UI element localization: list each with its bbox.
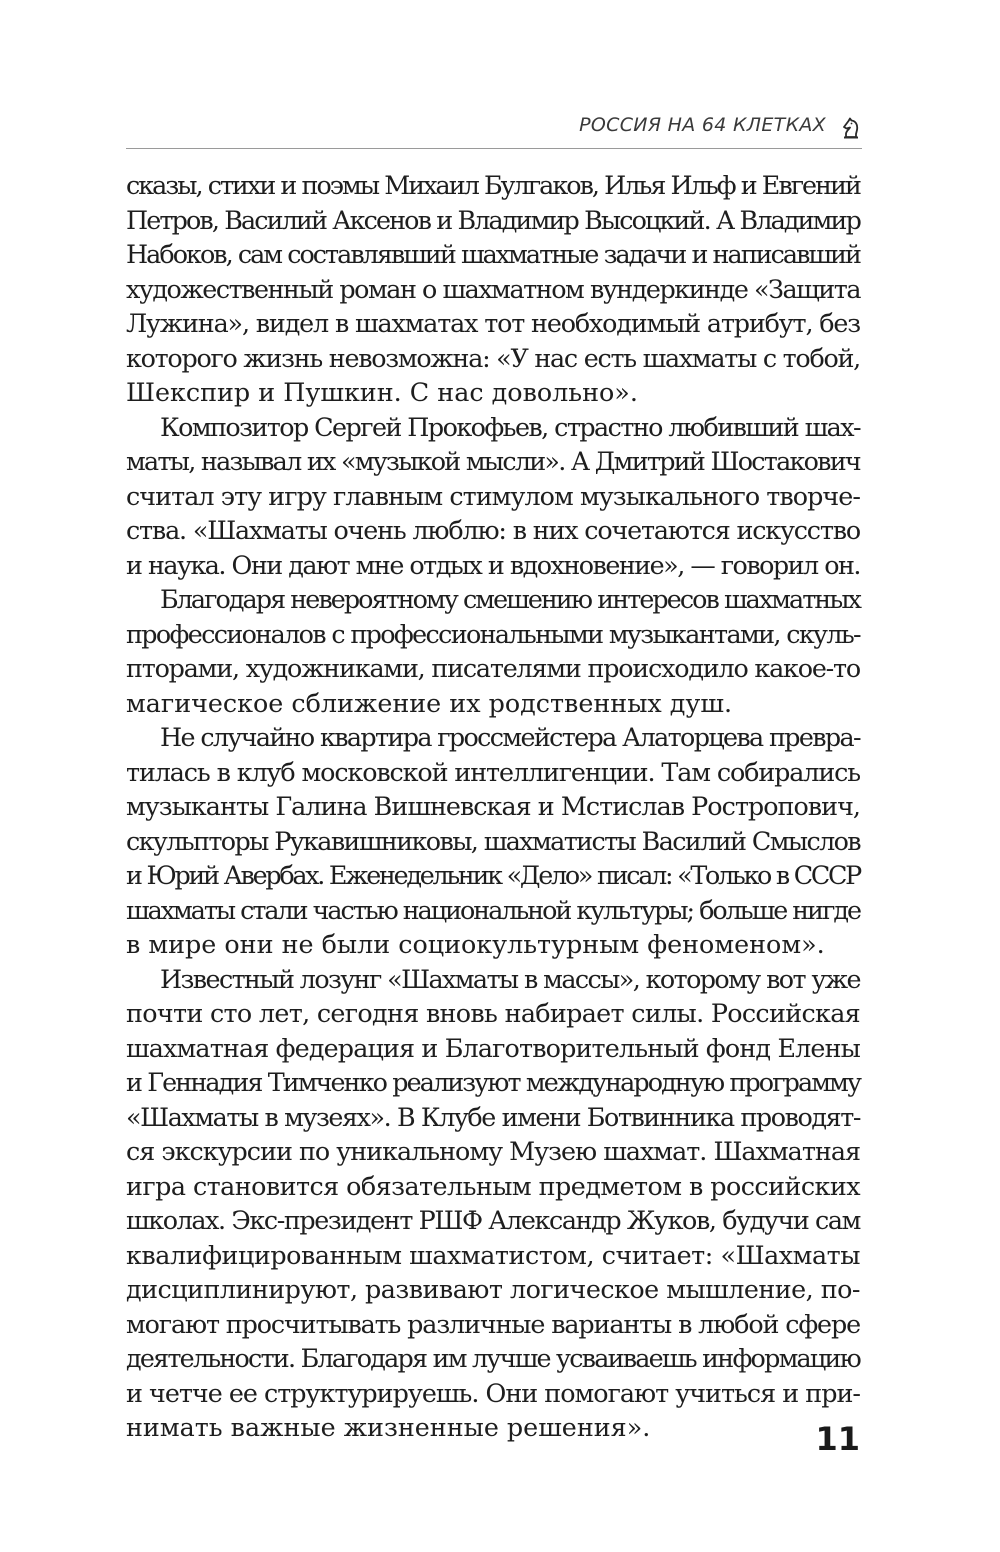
text-line: и наука. Они дают мне отдых и вдохновение», — говорил он.	[126, 549, 860, 580]
text-line: пторами, художниками, писателями происходило какое-то	[126, 653, 860, 683]
text-line: почти сто лет, сегодня вновь набирает силы. Российская	[126, 998, 861, 1028]
text-line: маты, называл их «музыкой мысли». А Дмитрий Шостакович	[126, 446, 860, 476]
body-text	[126, 168, 860, 1445]
paragraph	[126, 168, 860, 410]
text-line: «Шахматы в музеях». В Клубе имени Ботвинника проводят-	[126, 1101, 860, 1132]
text-line: ства. «Шахматы очень люблю: в них сочетаются искусство	[126, 515, 860, 545]
text-line: профессионалов с профессиональными музыкантами, скуль-	[126, 618, 860, 649]
paragraph	[126, 582, 860, 720]
text-line: тилась в клуб московской интеллигенции. Там собирались	[126, 756, 860, 787]
text-line: могают просчитывать различные варианты в любой сфере	[126, 1308, 860, 1339]
text-line: в мире они не были социокультурным феноменом».	[126, 929, 825, 959]
text-line: Шекспир и Пушкин. С нас довольно».	[126, 377, 638, 407]
text-line: Не случайно квартира гроссмейстера Алаторцева превра-	[160, 722, 860, 752]
text-line: которого жизнь невозможна: «У нас есть шахматы с тобой,	[126, 342, 860, 373]
text-line: магическое сближение их родственных душ.	[126, 687, 733, 718]
paragraph	[126, 720, 860, 962]
text-line: и Геннадия Тимченко реализуют международную программу	[126, 1067, 860, 1097]
text-line: сказы, стихи и поэмы Михаил Булгаков, Илья Ильф и Евгений	[126, 170, 861, 200]
text-line: считал эту игру главным стимулом музыкального творче-	[126, 480, 860, 511]
text-line: шахматная федерация и Благотворительный фонд Елены	[126, 1032, 861, 1063]
text-line: художественный роман о шахматном вундеркинде «Защита	[126, 273, 861, 304]
text-line: шахматы стали частью национальной культуры; больше нигде	[126, 894, 861, 925]
text-line: деятельности. Благодаря им лучше усваиваешь информацию	[126, 1343, 861, 1373]
text-line: Известный лозунг «Шахматы в массы», которому вот уже	[160, 963, 860, 994]
chess-knight-icon	[840, 116, 862, 140]
text-line: скульпторы Рукавишниковы, шахматисты Василий Смыслов	[126, 825, 860, 856]
paragraph	[126, 962, 860, 1445]
page-number: 11	[815, 1420, 860, 1458]
text-line: и Юрий Авербах. Еженедельник «Дело» писал: «Только в СССР	[126, 860, 860, 890]
text-line: нимать важные жизненные решения».	[126, 1412, 651, 1442]
text-line: Набоков, сам составлявший шахматные задачи и написавший	[126, 239, 860, 269]
running-title: РОССИЯ НА 64 КЛЕТКАХ	[579, 114, 826, 136]
text-line: дисциплинируют, развивают логическое мышление, по-	[126, 1274, 860, 1304]
text-line: Петров, Василий Аксенов и Владимир Высоцкий. А Владимир	[126, 204, 860, 235]
text-line: школах. Экс-президент РШФ Александр Жуков, будучи сам	[126, 1205, 860, 1235]
text-line: ся экскурсии по уникальному Музею шахмат. Шахматная	[126, 1136, 860, 1166]
text-line: и четче ее структурируешь. Они помогают учиться и при-	[126, 1377, 860, 1408]
text-line: музыканты Галина Вишневская и Мстислав Ростропович,	[126, 791, 861, 821]
text-line: Благодаря невероятному смешению интересов шахматных	[160, 584, 861, 614]
text-line: квалифицированным шахматистом, считает: «Шахматы	[126, 1239, 860, 1270]
text-line: Композитор Сергей Прокофьев, страстно любивший шах-	[160, 411, 861, 442]
running-header	[126, 112, 862, 149]
text-line: игра становится обязательным предметом в российских	[126, 1170, 860, 1201]
paragraph	[126, 410, 860, 583]
text-line: Лужина», видел в шахматах тот необходимый атрибут, без	[126, 308, 860, 338]
